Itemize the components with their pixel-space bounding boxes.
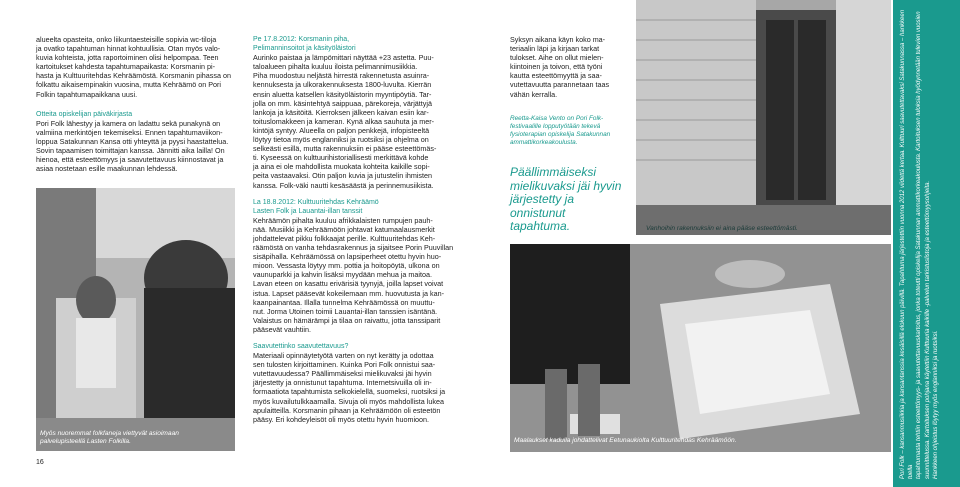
body-paragraph: Aurinko paistaa ja lämpömittari näyttää +23 astetta. Puu- taloalueen pihalta kuuluu iloista pelimannimusiikkia. Piha muodostuu neljästä hirrestä rakennetusta asuinra- kennuksesta ja ulkorakennuksesta 1800-luvulta. Kierrän ensin aluetta katsellen käsityöläistorin myyntipöytiä. Tar- jolla on mm. käsintehtyä saippuaa, pärekoreja, värjättyjä lankoja ja käsitöitä. Kierroksen jälkeen kaivan esiin kar- toituslomakkeen ja kameran. Kynä alkaa sauhuta ja mer- kintöjä syntyy. Alueella on paljon penkkejä, infopisteeltä löytyy tietoa myös englanniksi ja ruotsiksi ja ohjelma on selkeästi esillä, mutta rakennuksiin ei pääse esteettömäs- ti. Kyseessä on kulttuurihistoriallisesti merkittävä kohde ja aina ei ole mahdollista muokata kohteita kaikille sopi- peita vastaavaksi. Otin paljon kuvia ja jutustelin ihmisten kanssa. Folk-väki nautti kesäsäästä ja perinnemusiikista. xyxy=(253,53,437,190)
body-paragraph: Materiaali opinnäytetyötä varten on nyt kerätty ja odottaa sen tulosten kirjoittaminen. Kuinka Pori Folk onnistui saa- vutettavuudessa? Päällimmäiseksi mielikuvaksi jäi hyvin järjestetty ja onnistunut tapahtuma. Internetsivuilla oli in- formaatiota tapahtumista selkokielellä, suomeksi, ruotsiksi ja myös kuvailutulkkaamalla. Sivuja oli myös mahdollista lukea apulaitteilla. Korsmanin pihaan ja Kehräämöön oli esteetön pääsy. Eri kohdeyleisöt oli myös otettu hyvin huomioon. xyxy=(253,351,446,424)
author-credit: Reetta-Kaisa Vento on Pori Folk- festivaalille lopputyötään tekevä fysioterapian opiskelija Satakunnan ammattikorkeakoulusta. xyxy=(510,115,611,146)
body-paragraph: alueelta opasteita, onko liikuntaesteisille sopivia wc-tiloja ja ovatko tapahtuman hinnat kohtuullisia. Otan myös valo- kuvia kohteista, jotta raportoiminen olisi helpompaa. Teen kartoitukset kahdesta tapahtumapaikasta: Korsmanin pi- hasta ja Kulttuuritehdas Kehräämöstä. Korsmanin pihassa on folkattu aikaisempinakin vuosina, mutta Kehräämö on Pori Folkin tapahtumapaikkana uusi. xyxy=(36,35,231,99)
page-number: 16 xyxy=(36,459,44,466)
body-paragraph: Syksyn aikana käyn koko ma- teriaalin läpi ja kirjaan tarkat tulokset. Aihe on ollut mielen- kiintoinen ja toivon, että työni kautta esteettömyyttä ja saa- vutettavuutta parannetaan taas vähän kerralla. xyxy=(510,35,610,99)
diary-date-heading: Pe 17.8.2012: Korsmanin piha, xyxy=(253,36,350,43)
diary-date-heading: La 18.8.2012: Kulttuuritehdas Kehräämö xyxy=(253,198,379,206)
photo-caption: Vanhoihin rakennuksiin ei aina pääse esteettömästi. xyxy=(646,225,798,232)
photo-street-painting xyxy=(510,244,891,452)
column-2 xyxy=(253,35,493,424)
section-heading: Saavutettinko saavutettavuus? xyxy=(253,343,349,350)
diary-date-subheading: Lasten Folk ja Lauantai-illan tanssit xyxy=(253,207,363,215)
column-1 xyxy=(36,35,234,173)
sidebar-panel xyxy=(893,0,960,487)
photo-building-door xyxy=(636,0,891,235)
body-paragraph: Kehräämön pihalta kuuluu afrikkalaisten rumpujen pauh- nää. Musiikki ja Kehräämöön johtavat katumaalausmerkit johdattelevat pikku folkkaajat perille. Kulttuuritehdas Keh- räämöstä on vanha tehdasrakennus ja sijaitsee Porin Puuvillan sisäpihalla. Kehräämössä on lapsiperheet otettu hyvin huo- mioon. Vessasta löytyy mm. pottia ja hoitopöytä, ulkona on vaunuparkki ja kahvin lisäksi myydään mehua ja maitoa. Lavan eteen on kasattu erivärisiä tyynyjä, joilla lapset voivat istua. Lapset pääsevät kokeilemaan mm. huovutusta ja kan- kaanpainantaa. Illalla tunnelma Kehräämössä on muuttu- nut. Jorma Utoinen toimii Lauantai-illan tanssien isäntänä. Valaistus on hämärämpi ja tilaa on raivattu, jotta tanssiparit pääsevät vauhtiin. xyxy=(253,215,454,334)
photo-child-booth xyxy=(36,188,235,451)
photo-caption: Myös nuoremmat folkfaneja viettyvät asioimaan palvelupisteellä Lasten Folkilla. xyxy=(40,430,179,445)
sidebar-text: Pori Folk – kansanmusiikkia ja kansantanssia kesäisillä elokuun päivillä. Tapahtuma järjestettiin vuonna 2012 viidettä kertaa. Kulttuuri saavutettavaksi Satakunnassa – hankkeen tuella tapahtumasta tehtiin esteettömyys- ja saavutettavuuskartoitus, jonka toteutti opiskelija Satakunnan ammattikorkeakoulusta. Kartoituksen tuloksia hyödynnetään tulevien vuosien suunnittelussa. Kartoituksen pohjana käytettiin Kulttuuria kaikille -palvelun tarkistuslistoja ja esteettömyysohjeita. Hankkeen ohjeistus löytyy myös englanniksi ja ruotsiksi. xyxy=(900,9,939,479)
diary-date-subheading: Pelimanninsoitot ja käsityöläistori xyxy=(253,45,356,53)
column-3 xyxy=(510,35,624,99)
sidebar-text-rotated xyxy=(893,0,960,487)
photo-building-door-image xyxy=(636,0,891,235)
pull-quote: Päällimmäiseksi mielikuvaksi jäi hyvin järjestetty ja onnistunut tapahtuma. xyxy=(510,165,622,233)
photo-caption: Maalaukset kadulla johdattelivat Eetunaukiolta Kulttuuritehdas Kehräämöön. xyxy=(514,437,737,444)
photo-street-painting-image xyxy=(510,244,891,452)
photo-child-booth-image xyxy=(36,188,235,451)
body-paragraph: Pori Folk lähestyy ja kamera on ladattu sekä punakynä on valmiina merkintöjen tekemiseksi. Ennen tapahtumaviikon- loppua Satakunnan Kansa otti yhteyttä ja pyysi haastattelua. Sovin tapaamisen toimittajan kanssa. Jännitti aika lailla! On hienoa, että esteettömyys ja saavutettavuus kiinnostavat ja asiaa nostetaan esille maakunnan lehdessä. xyxy=(36,118,229,174)
section-heading: Otteita opiskelijan päiväkirjasta xyxy=(36,110,133,118)
